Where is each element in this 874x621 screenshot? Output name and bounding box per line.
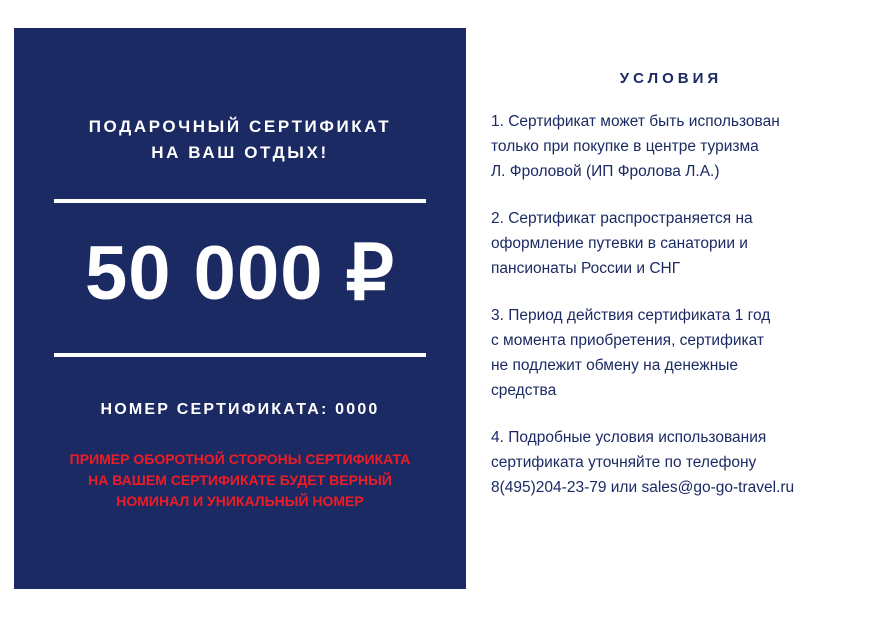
terms-item-line: Л. Фроловой (ИП Фролова Л.А.): [491, 163, 720, 180]
terms-item-line: пансионаты России и СНГ: [491, 260, 681, 277]
terms-item-line: только при покупке в центре туризма: [491, 138, 759, 155]
terms-item-line: оформление путевки в санатории и: [491, 235, 748, 252]
divider-bottom: [54, 353, 426, 357]
terms-item: [491, 206, 861, 281]
sample-notice-line-3: НОМИНАЛ И УНИКАЛЬНЫЙ НОМЕР: [116, 493, 364, 509]
terms-item: [491, 303, 861, 403]
terms-item-line: с момента приобретения, сертификат: [491, 332, 765, 349]
terms-item-line: 2. Сертификат распространяется на: [491, 210, 753, 227]
terms-item-line: 3. Период действия сертификата 1 год: [491, 307, 771, 324]
terms-item-line: 4. Подробные условия использования: [491, 429, 767, 446]
certificate-title: [89, 114, 392, 166]
sample-notice: [30, 449, 450, 512]
terms-item-contact-line: 8(495)204-23-79 или sales@go-go-travel.ru: [491, 479, 795, 496]
sample-notice-line-1: ПРИМЕР ОБОРОТНОЙ СТОРОНЫ СЕРТИФИКАТА: [69, 451, 411, 467]
terms-item: [491, 425, 861, 500]
divider-top: [54, 199, 426, 203]
sample-notice-line-2: НА ВАШЕМ СЕРТИФИКАТЕ БУДЕТ ВЕРНЫЙ: [88, 472, 392, 488]
certificate-number: НОМЕР СЕРТИФИКАТА: 0000: [100, 401, 380, 418]
terms-heading: УСЛОВИЯ: [619, 70, 723, 87]
certificate-title-line-1: ПОДАРОЧНЫЙ СЕРТИФИКАТ: [88, 117, 392, 136]
terms-item: [491, 109, 861, 184]
terms-item-line: средства: [491, 382, 557, 399]
certificate-title-line-2: НА ВАШ ОТДЫХ!: [151, 143, 329, 162]
terms-item-line: 1. Сертификат может быть использован: [491, 113, 780, 130]
certificate-amount: 50 000 ₽: [85, 231, 395, 316]
gift-certificate-card: [14, 28, 466, 589]
terms-item-line: не подлежит обмену на денежные: [491, 357, 739, 374]
terms-item-line: сертификата уточняйте по телефону: [491, 454, 757, 471]
terms-section: [491, 70, 861, 500]
